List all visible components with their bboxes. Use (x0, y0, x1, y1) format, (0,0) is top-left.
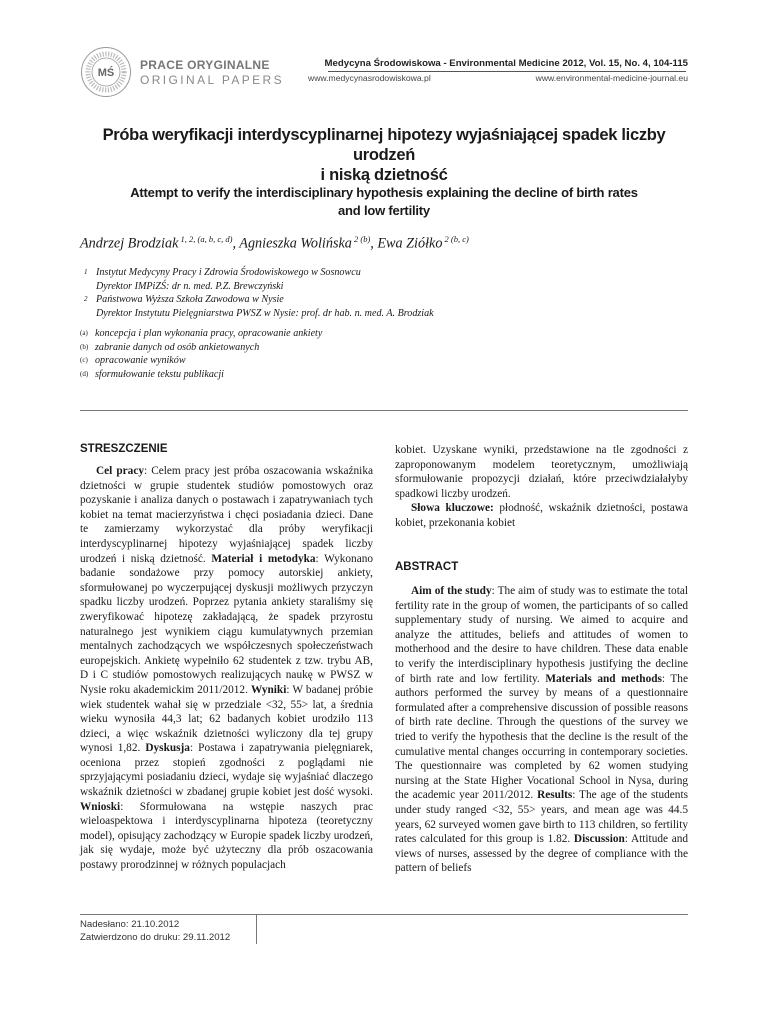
received-date: Nadesłano: 21.10.2012 (80, 919, 180, 930)
author-name: Agnieszka Wolińska (239, 235, 352, 252)
brand-line-2: ORIGINAL PAPERS (140, 73, 285, 87)
footer-divider (80, 914, 688, 915)
heading-streszczenie: STRESZCZENIE (80, 443, 168, 455)
keywords-text: płodność, wskaźnik dzietności, postawa kobiet, przekonania kobiet (395, 502, 688, 529)
heading-abstract: ABSTRACT (395, 561, 459, 573)
footer-vertical-divider (256, 914, 257, 944)
author-contributions: (a) koncepcja i plan wykonania pracy, opracowanie ankiety (b) zabranie danych od osób ankietowanych (c) opracowanie wyników (d) sformułowanie tekstu publikacji (80, 328, 323, 380)
author-affil: 1, 2, (a, b, c, d) (178, 234, 233, 244)
title-english: Attempt to verify the interdisciplinary hypothesis explaining the decline of birth rates and low fertility (130, 185, 638, 218)
author-affil: 2 (b, c) (442, 234, 469, 244)
title-polish: Próba weryfikacji interdyscyplinarnej hipotezy wyjaśniającej spadek liczby urodzeń i niską dzietność (102, 126, 666, 184)
footer-dates (80, 918, 230, 944)
journal-url-pl[interactable]: www.medycynasrodowiskowa.pl (308, 73, 431, 83)
author-name: Ewa Ziółko (377, 235, 443, 252)
journal-url-en[interactable]: www.environmental-medicine-journal.eu (535, 73, 688, 83)
authors-line: Andrzej Brodziak $^{1, 2, (a, b, c, d)}$, Agnieszka Wolińska $^{2 (b)}$, Ewa Ziółko $^{2 (b, c)}$ (80, 234, 469, 252)
keywords-label: Słowa kluczowe: (411, 502, 494, 515)
accepted-date: Zatwierdzono do druku: 29.11.2012 (80, 932, 231, 943)
author-name: Andrzej Brodziak (80, 235, 179, 252)
streszczenie-body: Cel pracy: Celem pracy jest próba oszacowania wskaźnika dzietności w grupie studentek studiów pomostowych oraz pozyskanie i analiza danych o postawach i zapatrywaniach tych kobiet na temat macierzyństwa i chęci posiadania dzieci. Dane te zamierzamy wykorzystać dla próby weryfikacji interdyscyplinarnej hipotezy wyjaśniającej spadek liczby urodzeń i niską dzietność. Materiał i metodyka: Wykonano badanie sondażowe przy pomocy autorskiej ankiety, sformułowanej po wyczerpującej dyskusji możliwych przyczyn spadku liczby urodzeń. Poprzez pytania ankiety staraliśmy się zweryfikować hipotezę zakładającą, że spadek przyrostu naturalnego jest wynikiem ciągu kumulatywnych przemian mentalnych zachodzących we współczesnych społeczeństwach europejskich. Ankietę wypełniło 62 studentek z tzw. trybu AB, D i C studiów pomostowych realizujących naukę w PWSZ w Nysie roku akademickim 2011/2012. Wyniki: W badanej próbie wiek studentek wahał się w przedziale <32, 55> lat, a średnia wieku wynosiła 44,3 lat; 62 badanych kobiet urodziło 113 dzieci, a więc wskaźnik dzietności wyliczony dla tej grupy wynosi 1,82. Dyskusja: Postawa i zapatrywania pielęgniarek, oceniona przez stopień zgodności z poglądami nie sprzyjającymi posiadaniu dzieci, wydaje się wyjaśniać dlaczego wskaźnik dzietności w zbadanej grupie kobiet jest dość wysoki. Wnioski: Sformułowana na wstępie naszych prac wieloaspektowa i interdyscyplinarna hipoteza (teoretyczny model), opisujący zachodzący w Europie spadek liczby urodzeń, jak się wydaje, może być użyteczny dla prób oszacowania postawy prorodzinnej w różnych populacjach (80, 465, 374, 872)
abstract-body: Aim of the study: The aim of study was to estimate the total fertility rate in the group of women, the participants of so called supplementary study of nursing. We aimed to acquire and analyze the attitudes, beliefs and attitudes of women to motherhood and the desire to have children. These data enable to verify the interdisciplinary hypothesis justifying the decline of birth rate and low fertility. Materials and methods: The authors performed the survey by means of a questionnaire formulated after a comprehensive discussion of possible reasons of birth rate decline. Through the questions of the survey we tried to verify the hypothesis that the decline is the result of the cumulative mental changes occurring in contemporary societies. The questionnaire was completed by 62 women studying nursing at the State Higher Vocational School in Nysa, during the academic year 2011/2012. Results: The age of the students under study ranged <32, 55> years, and mean age was 44.5 years, 62 surveyed women gave birth to 113 children, so fertility rates calculated for this group is 1.82. Discussion: Attitude and views of nurses, assessed by the degree of compliance with the pattern of beliefs (395, 585, 689, 875)
journal-logo (80, 46, 132, 98)
streszczenie-continued: kobiet. Uzyskane wyniki, przedstawione na tle zgodności z zaproponowanym modelem teoretycznym, umożliwiają sformułowanie propozycji działań, które przeciwdziałałyby spadkowi liczby urodzeń. Słowa kluczowe: płodność, wskaźnik dzietności, postawa kobiet, przekonania kobiet (395, 444, 688, 529)
brand-line-1: PRACE ORYGINALNE (140, 58, 270, 72)
brand-label (140, 58, 284, 87)
journal-citation: Medycyna Środowiskowa - Environmental Medicine 2012, Vol. 15, No. 4, 104-115 (324, 58, 688, 69)
author-affil: 2 (b) (351, 234, 371, 244)
logo-text: MŚ (97, 67, 115, 79)
section-divider (80, 410, 688, 411)
header-divider (328, 71, 686, 72)
affiliations: 1 Instytut Medycyny Pracy i Zdrowia Środowiskowego w Sosnowcu Dyrektor IMPiZŚ: dr n. med. P.Z. Brewczyński 2 Państwowa Wyższa Szkoła Zawodowa w Nysie Dyrektor Instytutu Pielęgniarstwa PWSZ w Nysie: prof. dr hab. n. med. A. Brodziak (84, 267, 434, 319)
